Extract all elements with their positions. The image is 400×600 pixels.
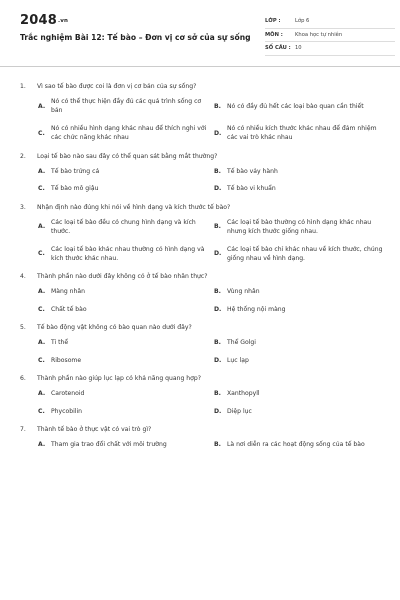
question-text: 3. Nhận định nào đúng khi nói về hình dạng và kích thước tế bào? <box>20 203 231 211</box>
question-text: 1. Vì sao tế bào được coi là đơn vị cơ bản của sự sống? <box>20 83 197 90</box>
question-text: 2. Loại tế bào nào sau đây có thể quan sát bằng mắt thường? <box>20 152 218 160</box>
question-7 <box>20 426 382 449</box>
option-a[interactable]: A. Tế bào trứng cá <box>38 167 100 175</box>
option-d[interactable]: D. Diệp lục <box>214 407 252 415</box>
option-list <box>20 389 382 416</box>
option-b[interactable]: B. Thể Golgi <box>214 339 256 347</box>
option-b[interactable]: B. Tế bào vảy hành <box>214 167 278 175</box>
question-text: 5. Tế bào động vật không có bào quan nào dưới đây? <box>20 324 192 332</box>
info-row-count: SỐ CÂU : 10 <box>265 42 395 56</box>
option-a[interactable]: A. Màng nhân <box>38 288 85 296</box>
option-b[interactable]: B. Các loại tế bào thường có hình dạng khác nhau nhưng kích thước giống nhau. <box>214 218 372 236</box>
option-a[interactable]: A. Các loại tế bào đều có chung hình dạng và kích thước. <box>38 218 196 236</box>
option-c[interactable]: C. Tế bào mô giậu <box>38 185 99 193</box>
option-list <box>20 440 382 449</box>
question-3 <box>20 204 382 264</box>
option-d[interactable]: D. Nó có nhiều kích thước khác nhau để đảm nhiệm các vai trò khác nhau <box>214 124 377 142</box>
info-row-subject: MÔN : Khoa học tự nhiên <box>265 29 395 43</box>
worksheet-header <box>20 13 382 69</box>
option-c[interactable]: C. Chất tế bào <box>38 305 87 313</box>
option-d[interactable]: D. Lục lạp <box>214 356 249 364</box>
question-6 <box>20 375 382 416</box>
site-logo[interactable]: 2048.vn <box>20 13 69 28</box>
question-text: 6. Thành phần nào giúp lục lạp có khả năng quang hợp? <box>20 375 201 383</box>
option-d[interactable]: D. Tế bào vi khuẩn <box>214 185 276 193</box>
option-c[interactable]: C. Phycobilin <box>38 407 83 415</box>
option-a[interactable]: A. Ti thể <box>38 339 69 347</box>
option-a[interactable]: A. Carotenoid <box>38 390 85 398</box>
question-text: 4. Thành phần nào dưới đây không có ở tế bào nhân thực? <box>20 273 208 281</box>
option-list <box>20 338 382 365</box>
option-b[interactable]: B. Vùng nhân <box>214 288 260 296</box>
option-list <box>20 218 382 264</box>
option-list <box>20 287 382 314</box>
option-c[interactable]: C. Các loại tế bào khác nhau thường có hình dạng và kích thước khác nhau. <box>38 245 205 262</box>
option-d[interactable]: D. Hệ thống nội màng <box>214 305 286 313</box>
question-2 <box>20 153 382 194</box>
page-title: Trắc nghiệm Bài 12: Tế bào – Đơn vị cơ sở của sự sống <box>20 33 251 42</box>
question-text: 7. Thành tế bào ở thực vật có vai trò gì? <box>20 426 152 433</box>
option-c[interactable]: C. Ribosome <box>38 356 82 364</box>
option-c[interactable]: C. Nó có nhiều hình dạng khác nhau để thích nghi với các chức năng khác nhau <box>38 124 207 142</box>
info-row-grade: LỚP : Lớp 6 <box>265 15 395 29</box>
info-table <box>265 15 395 56</box>
option-list <box>20 167 382 194</box>
option-list <box>20 97 382 143</box>
option-b[interactable]: B. Xanthopyll <box>214 390 260 398</box>
question-4 <box>20 273 382 314</box>
question-5 <box>20 324 382 365</box>
option-a[interactable]: A. Tham gia trao đổi chất với môi trường <box>38 441 167 448</box>
option-d[interactable]: D. Các loại tế bào chỉ khác nhau về kích thước, chúng giống nhau về hình dạng. <box>214 245 383 262</box>
header-divider <box>0 66 400 67</box>
option-b[interactable]: B. Nó có đầy đủ hết các loại bào quan cần thiết <box>214 102 364 110</box>
question-1 <box>20 83 382 143</box>
option-a[interactable]: A. Nó có thể thực hiện đầy đủ các quá trình sống cơ bản <box>38 98 202 115</box>
question-list <box>20 83 382 449</box>
option-b[interactable]: B. Là nơi diễn ra các hoạt động sống của tế bào <box>214 441 365 448</box>
